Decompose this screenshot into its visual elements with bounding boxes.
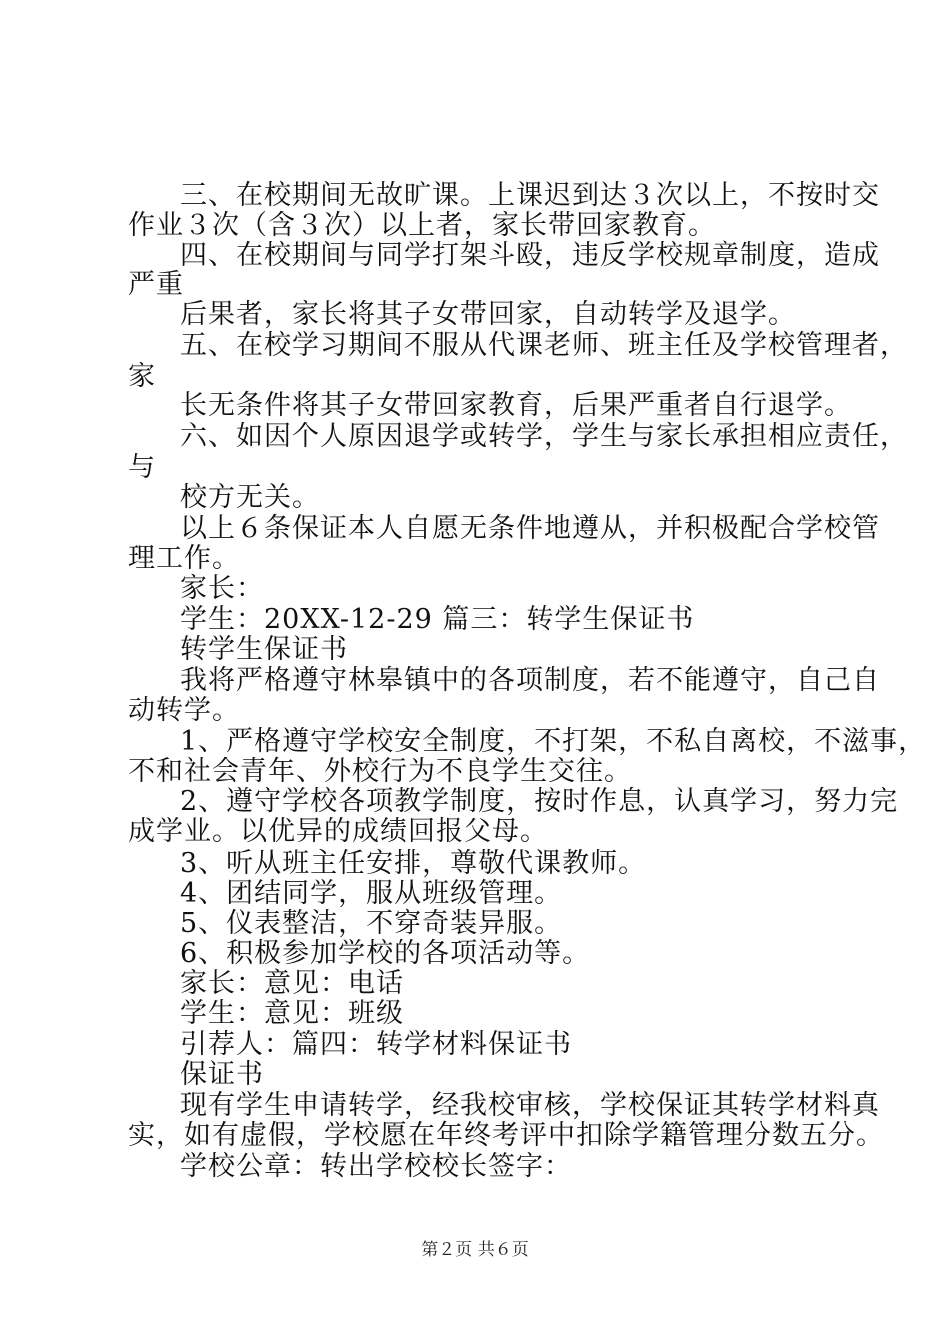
text-line: 后果者，家长将其子女带回家，自动转学及退学。 [180,299,796,330]
text-line: 6、积极参加学校的各项活动等。 [180,938,591,969]
text-line: 家长：意见：电话 [180,968,404,999]
text-line: 不和社会青年、外校行为不良学生交往。 [128,756,632,787]
text-line: 以上６条保证本人自愿无条件地遵从，并积极配合学校管 [180,513,880,544]
text-line: 我将严格遵守林皋镇中的各项制度，若不能遵守，自己自 [180,665,880,696]
text-line: 作业３次（含３次）以上者，家长带回家教育。 [128,210,716,241]
text-line: 学生：20XX-12-29 篇三：转学生保证书 [180,604,695,635]
text-line: 家长： [180,573,264,604]
text-line: 4、团结同学，服从班级管理。 [180,878,563,909]
text-line: 家 [128,361,156,392]
text-line: 四、在校期间与同学打架斗殴，违反学校规章制度，造成 [180,240,880,271]
text-line: 六、如因个人原因退学或转学，学生与家长承担相应责任， [180,421,908,452]
text-line: 三、在校期间无故旷课。上课迟到达３次以上，不按时交 [180,180,880,211]
text-line: 转学生保证书 [180,634,348,665]
text-line: 动转学。 [128,695,240,726]
text-line: 五、在校学习期间不服从代课老师、班主任及学校管理者， [180,330,908,361]
text-line: 校方无关。 [180,482,320,513]
text-line: 长无条件将其子女带回家教育，后果严重者自行退学。 [180,390,852,421]
text-line: 理工作。 [128,543,240,574]
text-line: 引荐人：篇四：转学材料保证书 [180,1029,572,1060]
text-line: 现有学生申请转学，经我校审核，学校保证其转学材料真 [180,1090,880,1121]
text-line: 3、听从班主任安排，尊敬代课教师。 [180,848,647,879]
text-line: 与 [128,452,156,483]
text-line: 成学业。以优异的成绩回报父母。 [128,816,548,847]
text-line: 实，如有虚假，学校愿在年终考评中扣除学籍管理分数五分。 [128,1120,884,1151]
text-line: 5、仪表整洁，不穿奇装异服。 [180,908,563,939]
text-line: 学生：意见：班级 [180,998,404,1029]
page-footer: 第２页 共６页 [421,1240,529,1260]
text-line: 2、遵守学校各项教学制度，按时作息，认真学习，努力完 [180,786,899,817]
text-line: 保证书 [180,1059,264,1090]
text-line: 1、严格遵守学校安全制度，不打架，不私自离校，不滋事， [180,726,927,757]
text-line: 严重 [128,269,184,300]
text-line: 学校公章：转出学校校长签字： [180,1151,572,1182]
